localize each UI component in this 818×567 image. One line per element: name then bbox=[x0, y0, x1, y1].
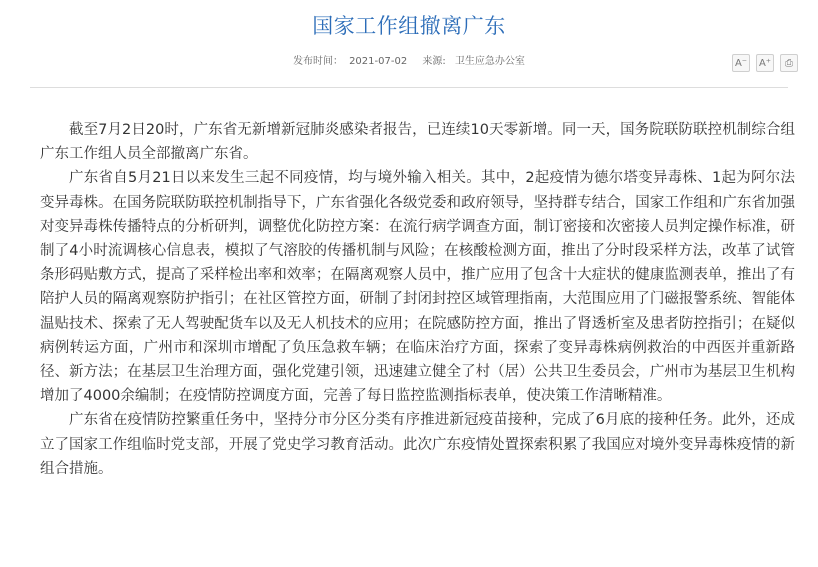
source bbox=[419, 56, 528, 67]
font-increase-icon[interactable]: A⁺ bbox=[756, 54, 774, 72]
font-decrease-icon[interactable]: A⁻ bbox=[732, 54, 750, 72]
publish-time bbox=[290, 56, 410, 67]
source-label: 来源: bbox=[422, 56, 446, 67]
publish-label: 发布时间： bbox=[293, 56, 344, 67]
publish-date: 2021-07-02 bbox=[349, 56, 408, 67]
paragraph: 广东省在疫情防控繁重任务中，坚持分市分区分类有序推进新冠疫苗接种，完成了6月底的接种任务。此外，还成立了国家工作组临时党支部，开展了党史学习教育活动。此次广东疫情处置探索积累了我国应对境外变异毒株疫情的新组合措施。 bbox=[40, 412, 795, 477]
print-icon[interactable]: ⎙ bbox=[780, 54, 798, 72]
paragraph: 广东省自5月21日以来发生三起不同疫情，均与境外输入相关。其中，2起疫情为德尔塔变异毒株、1起为阿尔法变异毒株。在国务院联防联控机制指导下，广东省强化各级党委和政府领导，坚持群专结合，国家工作组和广东省加强对变异毒株传播特点的分析研判，调整优化防控方案：在流行病学调查方面，制订密接和次密接人员判定操作标准，研制了4小时流调核心信息表，模拟了气溶胶的传播机制与风险；在核酸检测方面，推出了分时段采样方法，改革了试管条形码贴敷方式，提高了采样检出率和效率；在隔离观察人员中，推广应用了包含十大症状的健康监测表单，推出了有陪护人员的隔离观察防护指引；在社区管控方面，研制了封闭封控区域管理指南，大范围应用了门磁报警系统、智能体温贴技术、探索了无人驾驶配货车以及无人机技术的应用；在院感防控方面，推出了肾透析室及患者防控指引；在疑似病例转运方面，广州市和深圳市增配了负压急救车辆；在临床治疗方面，探索了变异毒株病例救治的中西医并重新路径、新方法；在基层卫生治理方面，强化党建引领，迅速建立健全了村（居）公共卫生委员会，广州市为基层卫生机构增加了4000余编制；在疫情防控调度方面，完善了每日监控监测指标表单，使决策工作清晰精准。 bbox=[40, 170, 795, 405]
source-name: 卫生应急办公室 bbox=[454, 56, 525, 67]
paragraph: 截至7月2日20时，广东省无新增新冠肺炎感染者报告，已连续10天零新增。同一天，国务院联防联控机制综合组广东工作组人员全部撤离广东省。 bbox=[40, 122, 795, 163]
article-meta bbox=[0, 55, 818, 69]
meta-divider bbox=[30, 87, 788, 88]
article-tools bbox=[732, 54, 798, 72]
article-title: 国家工作组撤离广东 bbox=[312, 14, 506, 38]
article-body bbox=[40, 118, 795, 481]
